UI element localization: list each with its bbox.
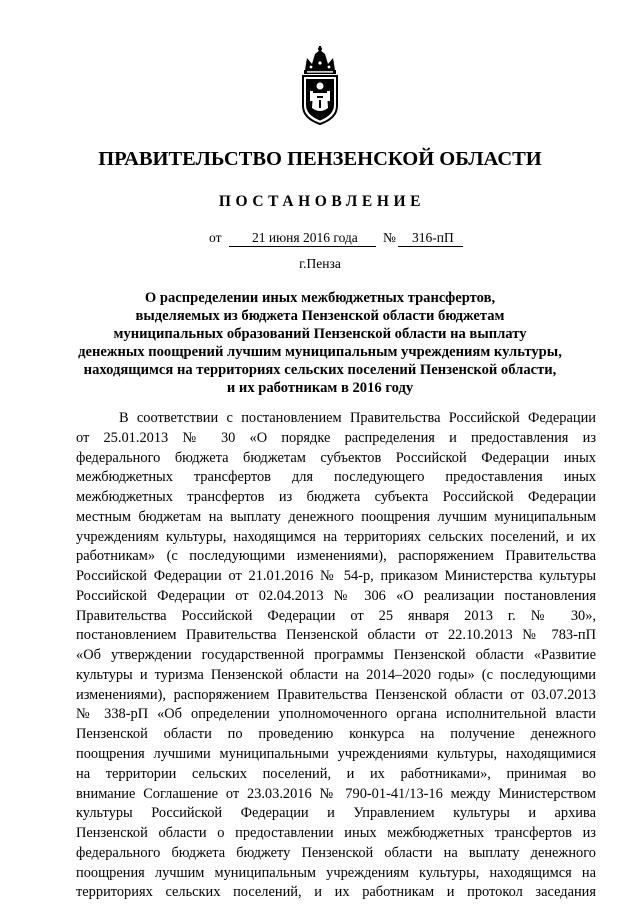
body-line: изменениями), распоряжением Правительства Пензенской области от 03.07.2013 xyxy=(76,686,596,703)
date-number-line xyxy=(0,230,640,250)
body-line: В соответствии с постановлением Правительства Российской Федерации xyxy=(119,410,596,426)
title-line: муниципальных образований Пензенской области на выплату xyxy=(113,326,527,343)
body-line: территориях сельских поселений, и их работникам и протокол заседания xyxy=(76,884,596,901)
body-line: Российской Федерации от 21.01.2016 № 54-р, приказом Министерства культуры xyxy=(76,568,596,585)
body-line: Российской Федерации от 02.04.2013 № 306 «О реализации постановления xyxy=(76,587,596,604)
body-line: № 338-рП «Об определении уполномоченного органа исполнительной власти xyxy=(76,706,596,723)
body-line: постановлением Правительства Пензенской области от 22.10.2013 № 783-пП xyxy=(76,627,596,644)
body-line: внимание Соглашение от 23.03.2016 № 790-01-41/13-16 между Министерством xyxy=(76,785,596,802)
decree-title xyxy=(60,289,580,398)
date-underline xyxy=(229,246,376,247)
body-line: культуры и туризма Пензенской области на 2014–2020 годы» (с последующими xyxy=(76,666,596,683)
body-line: поощрения лучшими муниципальными учреждениями культуры, находящимися xyxy=(76,746,596,763)
body-line: федерального бюджета бюджетам субъектов Российской Федерации иных xyxy=(76,449,596,466)
city: г.Пенза xyxy=(299,256,341,271)
decree-number: 316-пП xyxy=(412,230,454,245)
from-label: от xyxy=(209,230,222,245)
penza-coat-of-arms-icon xyxy=(297,46,343,126)
title-line: и их работникам в 2016 году xyxy=(226,380,414,397)
body-line: учреждениям культуры, находящимся на территориях сельских поселений, и их xyxy=(76,528,596,545)
title-line: О распределении иных межбюджетных трансфертов, xyxy=(144,290,496,306)
title-line: денежных поощрений лучшим муниципальным учреждениям культуры, xyxy=(78,344,562,361)
body-line: Правительства Российской Федерации от 25 января 2013 г. № 30», xyxy=(76,607,596,624)
body-line: федерального бюджета бюджету Пензенской области на выплату денежного xyxy=(76,844,596,861)
body-line: культуры Российской Федерации и Управлением культуры и архива xyxy=(76,805,596,822)
number-underline xyxy=(398,246,463,247)
body-text xyxy=(76,409,596,903)
body-line: «Об утверждении государственной программы Пензенской области «Развитие xyxy=(76,647,596,664)
document-type: ПОСТАНОВЛЕНИЕ xyxy=(218,193,426,210)
body-line: местным бюджетам на выплату денежного поощрения лучшим муниципальным xyxy=(76,508,596,525)
body-line: поощрения лучшим муниципальным учреждениям культуры, находящимся на xyxy=(76,864,596,881)
title-line: находящимся на территориях сельских поселений Пензенской области, xyxy=(83,362,557,379)
government-name: ПРАВИТЕЛЬСТВО ПЕНЗЕНСКОЙ ОБЛАСТИ xyxy=(98,148,542,170)
decree-date: 21 июня 2016 года xyxy=(252,230,358,245)
title-line: выделяемых из бюджета Пензенской области бюджетам xyxy=(135,308,505,325)
body-line: Пензенской области о предоставлении иных межбюджетных трансфертов из xyxy=(76,825,596,842)
body-line: межбюджетных трансфертов для последующего предоставления иных xyxy=(76,469,596,486)
body-line: от 25.01.2013 № 30 «О порядке распределения и предоставления из xyxy=(76,429,596,446)
body-line: на территории сельских поселений, и их работниками», принимая во xyxy=(76,765,596,782)
body-line: работникам» (с последующими изменениями), распоряжением Правительства xyxy=(76,548,596,565)
body-line: Пензенской области по проведению конкурса на получение денежного xyxy=(76,726,596,743)
number-label: № xyxy=(383,230,396,245)
body-line: межбюджетных трансфертов из бюджета субъекта Российской Федерации xyxy=(76,489,596,506)
